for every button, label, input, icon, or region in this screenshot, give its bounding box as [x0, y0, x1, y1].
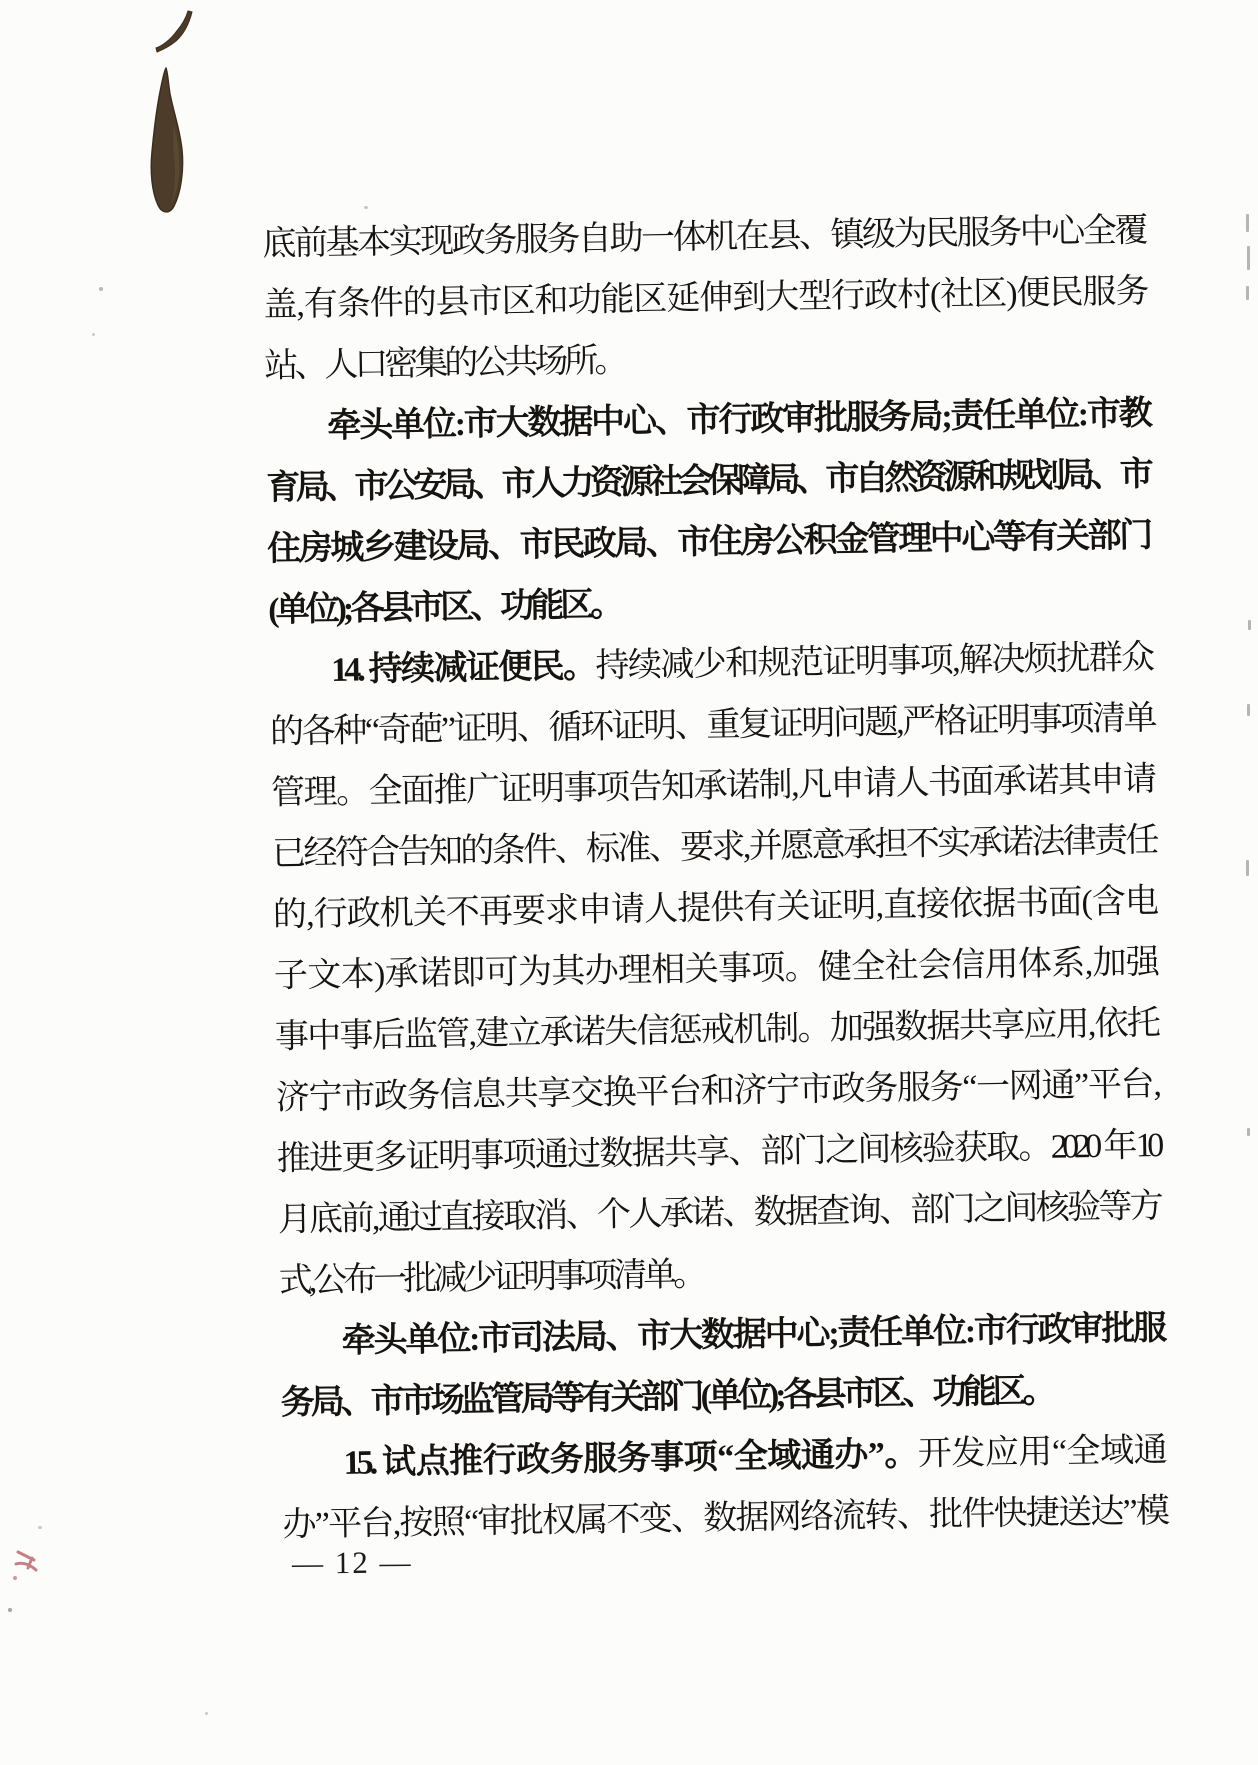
line-text: 盖,有条件的县市区和功能区延伸到大型行政村(社区)便民服务 — [263, 273, 1146, 324]
page-edge-artifact — [1246, 214, 1249, 232]
item-heading: 15. 试点推行政务服务事项“全域通办”。 — [343, 1435, 919, 1482]
scan-speck — [364, 206, 368, 209]
scan-speck — [205, 1712, 208, 1715]
scan-speck — [99, 287, 103, 291]
page-edge-artifact — [1248, 620, 1251, 630]
line-text: 事中事后监管,建立承诺失信惩戒机制。加强数据共享应用,依托 — [274, 1005, 1158, 1056]
ink-smudge-mark — [128, 6, 238, 236]
line-text: 住房城乡建设局、市民政局、市住房公积金管理中心等有关部门 — [266, 517, 1150, 568]
scan-speck — [8, 1608, 12, 1612]
scan-speck — [38, 1526, 42, 1529]
line-text: 持续减少和规范证明事项,解决烦扰群众 — [595, 639, 1152, 685]
line-text: 底前基本实现政务服务自助一体机在县、镇级为民服务中心全覆 — [262, 212, 1145, 263]
line-text: 站、人口密集的公共场所。 — [264, 342, 625, 385]
line-text: 管理。全面推广证明事项告知承诺制,凡申请人书面承诺其申请 — [270, 761, 1154, 812]
line-text: (单位);各县市区、功能区。 — [267, 586, 621, 629]
line-text: 牵头单位:市大数据中心、市行政审批服务局;责任单位:市教 — [327, 395, 1148, 445]
line-text: 的,行政机关不再要求申请人提供有关证明,直接依据书面(含电 — [272, 883, 1156, 934]
text-line — [282, 1481, 1165, 1556]
page-edge-artifact — [1247, 704, 1250, 716]
item-heading: 14. 持续减证便民。 — [330, 647, 596, 689]
line-text: 月底前,通过直接取消、个人承诺、数据查询、部门之间核验等方 — [277, 1188, 1160, 1239]
line-text: 子文本)承诺即可为其办理相关事项。健全社会信用体系,加强 — [273, 944, 1157, 995]
line-text: 开发应用“全域通 — [917, 1431, 1164, 1473]
red-pen-mark — [6, 1534, 56, 1604]
line-text: 办”平台,按照“审批权属不变、数据网络流转、批件快捷送达”模 — [282, 1492, 1165, 1544]
scan-speck — [92, 333, 95, 336]
page-edge-artifact — [1246, 286, 1249, 300]
line-text: 务局、市市场监管局等有关部门(单位);各县市区、功能区。 — [280, 1372, 1053, 1422]
document-body — [262, 200, 1165, 1556]
page-number: — 12 — — [291, 1544, 413, 1581]
line-text: 已经符合告知的条件、标准、要求,并愿意承担不实承诺法律责任 — [271, 822, 1155, 873]
line-text: 济宁市政务信息共享交换平台和济宁市政务服务“一网通”平台, — [275, 1066, 1159, 1117]
line-text: 推进更多证明事项通过数据共享、部门之间核验获取。2020 年10 — [276, 1127, 1160, 1178]
line-text: 式,公布一批减少证明事项清单。 — [278, 1256, 704, 1300]
page-edge-artifact — [1247, 1128, 1250, 1136]
page-edge-artifact — [1247, 246, 1250, 270]
line-text: 牵头单位:市司法局、市大数据中心;责任单位:市行政审批服 — [341, 1310, 1162, 1360]
line-text: 的各种“奇葩”证明、循环证明、重复证明问题,严格证明事项清单 — [269, 700, 1153, 751]
line-text: 育局、市公安局、市人力资源社会保障局、市自然资源和规划局、市 — [266, 456, 1149, 507]
page-edge-artifact — [1246, 860, 1249, 876]
